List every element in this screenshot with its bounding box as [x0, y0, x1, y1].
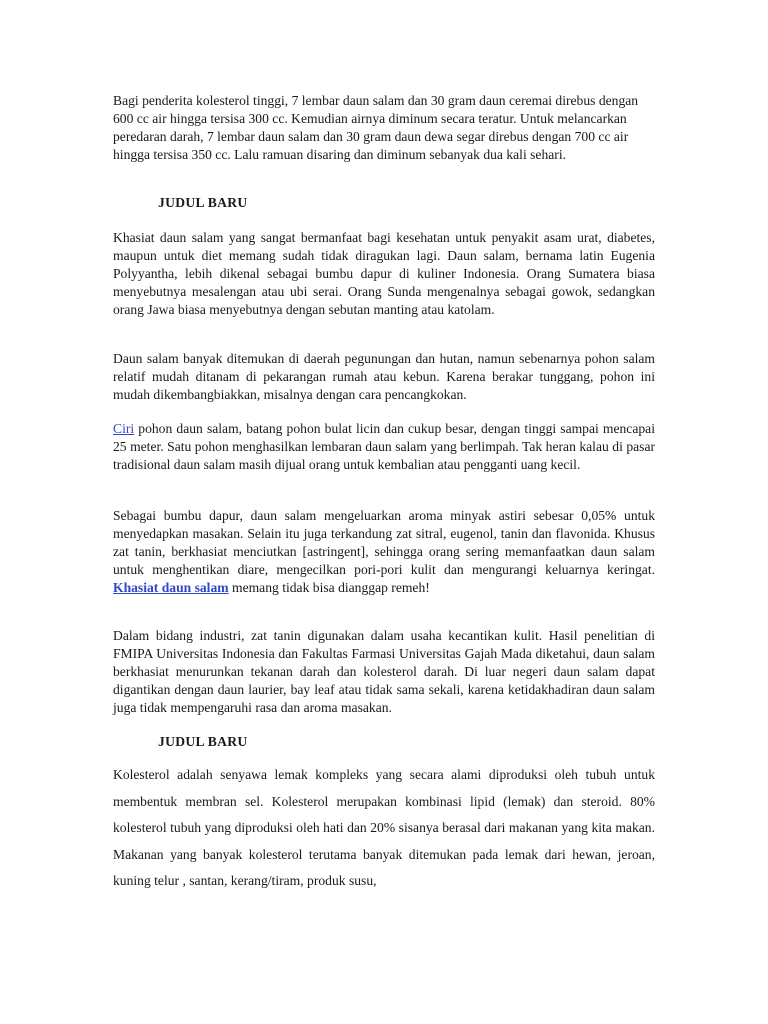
paragraph-bumbu-text: Sebagai bumbu dapur, daun salam mengeluarkan aroma minyak astiri sebesar 0,05% untuk menyedapkan masakan. Selain itu juga terkandung zat sitral, eugenol, tanin dan flavonida. Khusus zat tanin, berkhasiat menciutkan [astringent], sehingga orang sering memanfaatkan daun salam untuk menghentikan diare, mengecilkan pori-pori kulit dan mengurangi keluarnya keringat.	[113, 508, 655, 577]
paragraph-ciri-text: pohon daun salam, batang pohon bulat licin dan cukup besar, dengan tinggi sampai mencapai 25 meter. Satu pohon menghasilkan lembaran daun salam yang berlimpah. Tak heran kalau di pasar tradisional daun salam masih dijual orang untuk kembalian atau pengganti uang kecil.	[113, 421, 655, 472]
section-heading-2: JUDUL BARU	[158, 734, 248, 749]
paragraph-kolesterol: Kolesterol adalah senyawa lemak kompleks yang secara alami diproduksi oleh tubuh untuk membentuk membran sel. Kolesterol merupakan kombinasi lipid (lemak) dan steroid. 80% kolesterol tubuh yang diproduksi oleh hati dan 20% sisanya berasal dari makanan yang kita makan. Makanan yang banyak kolesterol terutama banyak ditemukan pada lemak dari hewan, jeroan, kuning telur , santan, kerang/tiram, produk susu,	[113, 767, 655, 888]
paragraph-industri: Dalam bidang industri, zat tanin digunakan dalam usaha kecantikan kulit. Hasil penelitian di FMIPA Universitas Indonesia dan Fakultas Farmasi Universitas Gajah Mada diketahui, daun salam berkhasiat menurunkan tekanan darah dan kolesterol darah. Di luar negeri daun salam dapat digantikan dengan daun laurier, bay leaf atau tidak sama sekali, karena ketidakhadiran daun salam juga tidak mempengaruhi rasa dan aroma masakan.	[113, 628, 655, 715]
paragraph-bumbu	[113, 507, 655, 597]
paragraph-intro: Bagi penderita kolesterol tinggi, 7 lembar daun salam dan 30 gram daun ceremai direbus dengan 600 cc air hingga tersisa 300 cc. Kemudian airnya diminum secara teratur. Untuk melancarkan peredaran darah, 7 lembar daun salam dan 30 gram daun dewa segar direbus dengan 700 cc air hingga tersisa 350 cc. Lalu ramuan disaring dan diminum sebanyak dua kali sehari.	[113, 93, 639, 162]
paragraph-khasiat: Khasiat daun salam yang sangat bermanfaat bagi kesehatan untuk penyakit asam urat, diabetes, maupun untuk diet memang sudah tidak diragukan lagi. Daun salam, bernama latin Eugenia Polyyantha, lebih dikenal sebagai bumbu dapur di kuliner Indonesia. Orang Sumatera biasa menyebutnya mesalengan atau ubi serai. Orang Sunda mengenalnya sebagai gowok, sedangkan orang Jawa biasa menyebutnya dengan sebutan manting atau katolam.	[113, 230, 655, 317]
paragraph-habitat: Daun salam banyak ditemukan di daerah pegunungan dan hutan, namun sebenarnya pohon salam relatif mudah ditanam di pekarangan rumah atau kebun. Karena berakar tunggang, pohon ini mudah dikembangbiakkan, misalnya dengan cara pencangkokan.	[113, 351, 655, 402]
paragraph-bumbu-end: memang tidak bisa dianggap remeh!	[228, 580, 430, 595]
section-heading-1: JUDUL BARU	[158, 195, 248, 210]
paragraph-ciri	[113, 420, 655, 474]
ciri-link[interactable]: Ciri	[113, 421, 135, 436]
khasiat-daun-salam-link[interactable]: Khasiat daun salam	[113, 580, 229, 595]
